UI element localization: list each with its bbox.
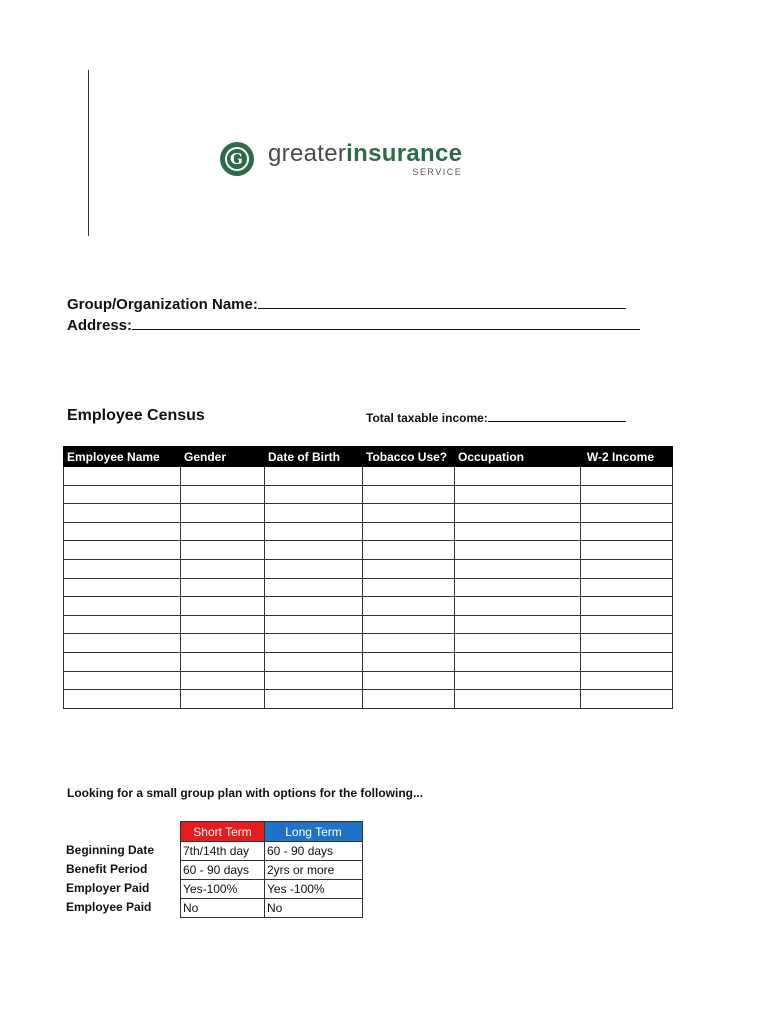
census-cell[interactable] bbox=[581, 615, 673, 634]
total-income-field[interactable] bbox=[366, 410, 626, 425]
census-cell[interactable] bbox=[64, 541, 181, 560]
header-date-of-birth: Date of Birth bbox=[265, 447, 363, 467]
census-cell[interactable] bbox=[363, 559, 455, 578]
census-cell[interactable] bbox=[455, 485, 581, 504]
census-row bbox=[64, 615, 673, 634]
census-cell[interactable] bbox=[455, 615, 581, 634]
census-cell[interactable] bbox=[64, 690, 181, 709]
census-cell[interactable] bbox=[265, 690, 363, 709]
short-term-cell: No bbox=[181, 899, 265, 918]
census-row bbox=[64, 467, 673, 486]
census-row bbox=[64, 671, 673, 690]
census-cell[interactable] bbox=[363, 615, 455, 634]
census-cell[interactable] bbox=[181, 522, 265, 541]
census-cell[interactable] bbox=[265, 615, 363, 634]
census-cell[interactable] bbox=[363, 504, 455, 523]
census-cell[interactable] bbox=[265, 541, 363, 560]
employee-census-table bbox=[63, 446, 673, 709]
census-cell[interactable] bbox=[181, 652, 265, 671]
plan-row-labels bbox=[66, 841, 154, 917]
census-cell[interactable] bbox=[64, 578, 181, 597]
census-cell[interactable] bbox=[181, 485, 265, 504]
census-cell[interactable] bbox=[581, 522, 673, 541]
census-row bbox=[64, 652, 673, 671]
census-cell[interactable] bbox=[64, 485, 181, 504]
census-cell[interactable] bbox=[581, 578, 673, 597]
census-row bbox=[64, 578, 673, 597]
census-cell[interactable] bbox=[181, 671, 265, 690]
census-cell[interactable] bbox=[181, 634, 265, 653]
census-cell[interactable] bbox=[265, 634, 363, 653]
plan-row bbox=[181, 861, 363, 880]
census-cell[interactable] bbox=[455, 690, 581, 709]
long-term-cell: 2yrs or more bbox=[265, 861, 363, 880]
census-row bbox=[64, 541, 673, 560]
census-cell[interactable] bbox=[181, 559, 265, 578]
census-cell[interactable] bbox=[581, 467, 673, 486]
row-label-employer-paid: Employer Paid bbox=[66, 881, 150, 895]
census-cell[interactable] bbox=[455, 467, 581, 486]
census-cell[interactable] bbox=[181, 690, 265, 709]
address-field[interactable] bbox=[67, 315, 640, 334]
plan-row bbox=[181, 842, 363, 861]
header-tobacco-use: Tobacco Use? bbox=[363, 447, 455, 467]
total-income-label: Total taxable income: bbox=[366, 411, 488, 425]
long-term-cell: No bbox=[265, 899, 363, 918]
plan-row bbox=[181, 899, 363, 918]
census-title: Employee Census bbox=[67, 407, 205, 424]
census-cell[interactable] bbox=[455, 671, 581, 690]
group-name-field[interactable] bbox=[67, 294, 626, 313]
census-cell[interactable] bbox=[455, 541, 581, 560]
plan-row bbox=[181, 880, 363, 899]
long-term-cell: Yes -100% bbox=[265, 880, 363, 899]
census-row bbox=[64, 634, 673, 653]
census-cell[interactable] bbox=[363, 541, 455, 560]
long-term-header: Long Term bbox=[265, 822, 363, 842]
census-cell[interactable] bbox=[363, 690, 455, 709]
census-cell[interactable] bbox=[265, 578, 363, 597]
plan-options-table bbox=[180, 821, 363, 918]
census-cell[interactable] bbox=[455, 634, 581, 653]
census-cell[interactable] bbox=[581, 634, 673, 653]
short-term-cell: Yes-100% bbox=[181, 880, 265, 899]
census-cell[interactable] bbox=[455, 559, 581, 578]
census-cell[interactable] bbox=[265, 559, 363, 578]
census-cell[interactable] bbox=[64, 559, 181, 578]
census-cell[interactable] bbox=[181, 504, 265, 523]
header-employee-name: Employee Name bbox=[64, 447, 181, 467]
census-cell[interactable] bbox=[64, 522, 181, 541]
census-cell[interactable] bbox=[265, 671, 363, 690]
census-cell[interactable] bbox=[363, 467, 455, 486]
total-income-blank[interactable] bbox=[488, 410, 626, 422]
census-cell[interactable] bbox=[64, 615, 181, 634]
margin-rule bbox=[88, 70, 89, 236]
row-label-employee-paid: Employee Paid bbox=[66, 900, 152, 914]
census-cell[interactable] bbox=[265, 522, 363, 541]
census-cell[interactable] bbox=[363, 578, 455, 597]
census-cell[interactable] bbox=[455, 522, 581, 541]
logo-wordmark: greaterinsurance bbox=[268, 139, 463, 167]
census-cell[interactable] bbox=[265, 504, 363, 523]
census-cell[interactable] bbox=[181, 597, 265, 616]
plan-intro: Looking for a small group plan with options for the following... bbox=[67, 786, 423, 800]
address-label: Address: bbox=[67, 317, 133, 334]
census-cell[interactable] bbox=[265, 467, 363, 486]
census-cell[interactable] bbox=[64, 467, 181, 486]
census-cell[interactable] bbox=[64, 597, 181, 616]
census-cell[interactable] bbox=[581, 559, 673, 578]
long-term-cell: 60 - 90 days bbox=[265, 842, 363, 861]
short-term-cell: 7th/14th day bbox=[181, 842, 265, 861]
census-cell[interactable] bbox=[581, 504, 673, 523]
group-name-blank[interactable] bbox=[258, 294, 626, 309]
census-cell[interactable] bbox=[64, 504, 181, 523]
census-cell[interactable] bbox=[455, 578, 581, 597]
census-row bbox=[64, 690, 673, 709]
census-cell[interactable] bbox=[455, 652, 581, 671]
census-cell[interactable] bbox=[581, 690, 673, 709]
census-cell[interactable] bbox=[181, 578, 265, 597]
census-row bbox=[64, 485, 673, 504]
census-cell[interactable] bbox=[181, 467, 265, 486]
census-row bbox=[64, 559, 673, 578]
census-cell[interactable] bbox=[265, 652, 363, 671]
short-term-cell: 60 - 90 days bbox=[181, 861, 265, 880]
census-cell[interactable] bbox=[363, 522, 455, 541]
short-term-header: Short Term bbox=[181, 822, 265, 842]
census-row bbox=[64, 522, 673, 541]
census-cell[interactable] bbox=[581, 597, 673, 616]
logo-mark-icon: G bbox=[220, 142, 254, 176]
header-w2-income: W-2 Income bbox=[581, 447, 673, 467]
group-name-label: Group/Organization Name: bbox=[67, 296, 258, 313]
census-cell[interactable] bbox=[581, 671, 673, 690]
row-label-benefit-period: Benefit Period bbox=[66, 862, 148, 876]
census-cell[interactable] bbox=[265, 597, 363, 616]
logo-subtitle: SERVICE bbox=[412, 166, 463, 177]
census-cell[interactable] bbox=[64, 634, 181, 653]
company-logo bbox=[220, 140, 462, 178]
row-label-beginning-date: Beginning Date bbox=[66, 843, 155, 857]
census-row bbox=[64, 597, 673, 616]
census-cell[interactable] bbox=[581, 541, 673, 560]
census-cell[interactable] bbox=[363, 485, 455, 504]
census-row bbox=[64, 504, 673, 523]
census-cell[interactable] bbox=[181, 615, 265, 634]
census-cell[interactable] bbox=[265, 485, 363, 504]
census-cell[interactable] bbox=[581, 485, 673, 504]
census-cell[interactable] bbox=[64, 671, 181, 690]
census-header-row bbox=[64, 447, 673, 467]
census-cell[interactable] bbox=[363, 652, 455, 671]
address-blank[interactable] bbox=[132, 315, 640, 330]
census-cell[interactable] bbox=[64, 652, 181, 671]
header-gender: Gender bbox=[181, 447, 265, 467]
census-cell[interactable] bbox=[363, 634, 455, 653]
header-occupation: Occupation bbox=[455, 447, 581, 467]
census-cell[interactable] bbox=[581, 652, 673, 671]
census-cell[interactable] bbox=[455, 504, 581, 523]
census-cell[interactable] bbox=[363, 671, 455, 690]
census-cell[interactable] bbox=[455, 597, 581, 616]
census-cell[interactable] bbox=[181, 541, 265, 560]
census-cell[interactable] bbox=[363, 597, 455, 616]
